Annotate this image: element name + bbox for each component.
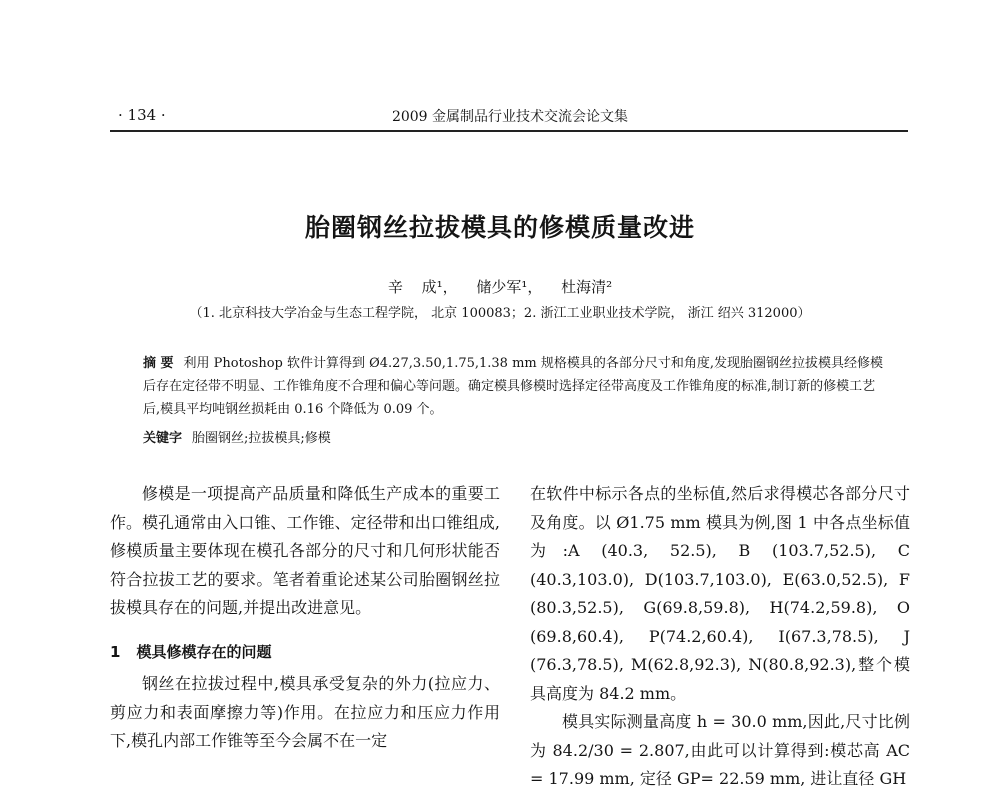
left-column bbox=[110, 480, 500, 756]
keywords bbox=[143, 427, 883, 450]
section-paragraph: 钢丝在拉拔过程中,模具承受复杂的外力(拉应力、剪应力和表面摩擦力等)作用。在拉应力和压应力作用下,模孔内部工作锥等至今会属不在一定 bbox=[110, 674, 500, 750]
intro-paragraph: 修模是一项提高产品质量和降低生产成本的重要工作。模孔通常由入口锥、工作锥、定径带和出口锥组成,修模质量主要体现在模孔各部分的尺寸和几何形状能否符合拉拔工艺的要求。笔者着重论述某公司胎圈钢丝拉拔模具存在的问题,并提出改进意见。 bbox=[110, 484, 500, 617]
abstract bbox=[143, 352, 883, 421]
abstract-text: 利用 Photoshop 软件计算得到 Ø4.27,3.50,1.75,1.38 mm 规格模具的各部分尺寸和角度,发现胎圈钢丝拉拔模具经修模后存在定径带不明显、工作锥角度不合理和偏心等问题。确定模具修模时选择定径带高度及工作锥角度的标准,制订新的修模工艺后,模具平均吨钢丝损耗由 0.16 个降低为 0.09 个。 bbox=[143, 356, 884, 417]
abstract-label: 摘 要 bbox=[143, 356, 174, 371]
page-number: · 134 · bbox=[118, 106, 166, 124]
continued-paragraph: 在软件中标示各点的坐标值,然后求得模芯各部分尺寸及角度。以 Ø1.75 mm 模具为例,图 1 中各点坐标值为:A (40.3, 52.5), B (103.7,52.5), C (40.3,103.0), D(103.7,103.0), E(63.0,52.5), F (80.3,52.5), G(69.8,59.8), H(74.2,59.8), O (69.8,60.4), P(74.2,60.4), I(67.3,78.5), J (76.3,78.5), M(62.8,92.3), N(80.8,92.3),整个模具高度为 84.2 mm。 bbox=[530, 484, 910, 703]
section-heading bbox=[110, 638, 500, 667]
header-rule bbox=[110, 130, 908, 132]
paper-title: 胎圈钢丝拉拔模具的修模质量改进 bbox=[304, 213, 695, 242]
authors: 辛 成¹， 储少军¹， 杜海清² bbox=[387, 278, 613, 296]
measurement-paragraph: 模具实际测量高度 h = 30.0 mm,因此,尺寸比例为 84.2/30 = 2.807,由此可以计算得到:模芯高 AC = 17.99 mm, 定径 GP= 22.59 mm, 进让直径 GH bbox=[530, 712, 910, 788]
keywords-label: 关键字 bbox=[143, 431, 183, 446]
section-number: 1 bbox=[110, 642, 121, 661]
keywords-text: 胎圈钢丝;拉拔模具;修模 bbox=[192, 431, 331, 446]
section-title: 模具修模存在的问题 bbox=[136, 642, 272, 661]
right-column bbox=[530, 480, 910, 794]
running-title: 2009 金属制品行业技术交流会论文集 bbox=[391, 109, 629, 125]
affiliations: （1. 北京科技大学冶金与生态工程学院， 北京 100083；2. 浙江工业职业技术学院， 浙江 绍兴 312000） bbox=[189, 306, 811, 321]
